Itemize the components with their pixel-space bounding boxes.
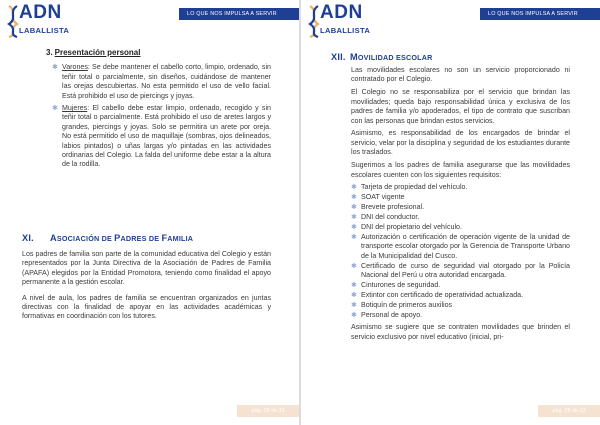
section-number: XI. <box>22 233 34 243</box>
paragraph: El Colegio no se responsabiliza por el servicio que brindan las movilidades; queda bajo responsabilidad única y exclusiva de los padres de familia y/o apoderados, el tipo de contrato que suscriban con las personas que brindan estos servicios. <box>351 88 570 125</box>
list-item <box>351 301 570 310</box>
section-xi <box>22 233 271 325</box>
header-tagline: LO QUE NOS IMPULSA A SERVIR <box>187 11 277 17</box>
list-item-text: Tarjeta de propiedad del vehículo. <box>361 183 468 192</box>
list-item-text: SOAT vigente <box>361 193 405 202</box>
dna-icon <box>6 4 20 38</box>
list-item <box>52 63 271 101</box>
list-item-text: DNI del propietario del vehículo. <box>361 223 462 232</box>
logo-subtitle: LABALLISTA <box>19 26 70 35</box>
title-small: OVILIDAD ESCOLAR <box>357 53 433 62</box>
logo-subtitle: LABALLISTA <box>320 26 371 35</box>
section-title <box>22 233 271 244</box>
requirements-list <box>351 183 570 320</box>
bullet-icon: ✱ <box>351 224 357 232</box>
paragraph: Las movilidades escolares no son un servicio proporcionado ni contratado por el Colegio. <box>351 66 570 84</box>
list-item-label: Mujeres <box>62 104 88 113</box>
bullet-icon: ✱ <box>52 64 58 72</box>
list-item-text: : El cabello debe estar limpio, ordenado, recogido y sin teñir total o parcialmente. Está prohibido el uso de aretes largos y grandes, piercings y joyas. Solo se permitira un arete por oreja. No está permitido el uso de maquillaje (sombras, ojos delineados, labios pintados) o uñas largas y/o pintadas en las actividades ordinarias del Colegio. La falda del uniforme debe estar a la altura de la rodilla. <box>62 104 271 169</box>
paragraph: A nivel de aula, los padres de familia se encuentran organizados en juntas directivas con la finalidad de apoyar en las actividades académicas y formativas en coordinación con los tutores. <box>22 293 271 321</box>
bullet-icon: ✱ <box>52 105 58 113</box>
list-item <box>351 203 570 212</box>
list-item-label: Varones <box>62 63 88 72</box>
list-item <box>351 183 570 192</box>
section-number: XII. <box>331 52 346 62</box>
list-item-text: Personal de apoyo. <box>361 310 423 319</box>
left-content <box>46 48 271 170</box>
list-item-text: : Se debe mantener el cabello corto, limpio, ordenado, sin teñir total o parcialmente, sin diseños, cuidándose de mantener las orejas descubiertas. No esta permitido el uso de vello facial. Está prohibido el uso de piercings y joyas. <box>62 63 271 100</box>
logo-adn-text: ADN <box>19 2 62 23</box>
dna-icon <box>307 4 321 38</box>
bullet-icon: ✱ <box>351 214 357 222</box>
list-item <box>351 281 570 290</box>
page-number: pág. 29 de 33 <box>552 408 586 414</box>
page-left <box>0 0 299 425</box>
title-small: AMILIA <box>167 234 194 243</box>
header-tagline: LO QUE NOS IMPULSA A SERVIR <box>488 11 578 17</box>
page-number: pág. 28 de 33 <box>251 408 285 414</box>
list-item <box>351 193 570 202</box>
list-item-text: Certificado de curso de seguridad vial otorgado por la Policía Nacional del Perú u otra autoridad encargada. <box>361 261 570 280</box>
list-item-text: Autorización o certificación de operación vigente de la unidad de transporte escolar otorgado por la Gerencia de Transporte Urbano de la Municipalidad del Cusco. <box>361 233 570 260</box>
bullet-icon: ✱ <box>351 234 357 241</box>
paragraph: Asimismo, es responsabilidad de los encargados de brindar el servicio, velar por la disciplina y seguridad de los estudiantes durante los traslados. <box>351 129 570 157</box>
list-item-text: Cinturones de seguridad. <box>361 281 441 290</box>
subsection-number: 3. <box>46 48 53 57</box>
brand-logo <box>6 4 68 38</box>
section-title <box>331 52 570 63</box>
brand-logo <box>307 4 369 38</box>
list-item <box>351 291 570 300</box>
subsection-title: Presentación personal <box>54 48 141 57</box>
section-body <box>331 66 570 342</box>
list-item <box>351 213 570 222</box>
title-small: ADRES DE <box>120 234 162 243</box>
page-number-badge <box>237 405 299 417</box>
bullet-icon: ✱ <box>351 301 357 309</box>
title-cap: M <box>350 52 358 62</box>
section-xii <box>331 52 570 345</box>
bullet-icon: ✱ <box>351 311 357 319</box>
list-item <box>351 262 570 281</box>
list-item <box>351 233 570 261</box>
bullet-icon: ✱ <box>351 262 357 270</box>
paragraph: Asimismo se sugiere que se contraten movilidades que brinden el servicio exclusivo por nivel educativo (inicial, pri- <box>351 323 570 341</box>
bullet-icon: ✱ <box>351 194 357 202</box>
page-number-badge <box>538 405 600 417</box>
paragraph: Sugerimos a los padres de familia asegurarse que las movilidades escolares cuenten con los siguientes requisitos: <box>351 161 570 179</box>
list-item-text: DNI del conductor. <box>361 213 420 222</box>
title-small: SOCIACIÓN DE <box>56 234 115 243</box>
subsection-heading <box>46 48 271 58</box>
list-item-text: Brevete profesional. <box>361 203 425 212</box>
list-item-text: Botiquín de primeros auxilios <box>361 300 453 309</box>
header-banner <box>179 8 299 20</box>
title-cap: A <box>50 233 57 243</box>
title-cap: F <box>161 233 168 243</box>
list-item <box>351 223 570 232</box>
presentation-list <box>52 63 271 169</box>
logo-adn-text: ADN <box>320 2 363 23</box>
bullet-icon: ✱ <box>351 184 357 192</box>
list-item <box>351 311 570 320</box>
page-right <box>301 0 600 425</box>
bullet-icon: ✱ <box>351 204 357 212</box>
title-cap: P <box>114 233 121 243</box>
bullet-icon: ✱ <box>351 282 357 290</box>
list-item-text: Extintor con certificado de operatividad actualizada. <box>361 290 524 299</box>
bullet-icon: ✱ <box>351 291 357 299</box>
header-banner <box>480 8 600 20</box>
list-item <box>52 104 271 170</box>
paragraph: Los padres de familia son parte de la comunidad educativa del Colegio y están representados por la Junta Directiva de la Asociación de Padres de Familia (APAFA) elegidos por la Entidad Promotora, teniendo como finalidad el apoyo permanente a la gestión escolar. <box>22 250 271 287</box>
